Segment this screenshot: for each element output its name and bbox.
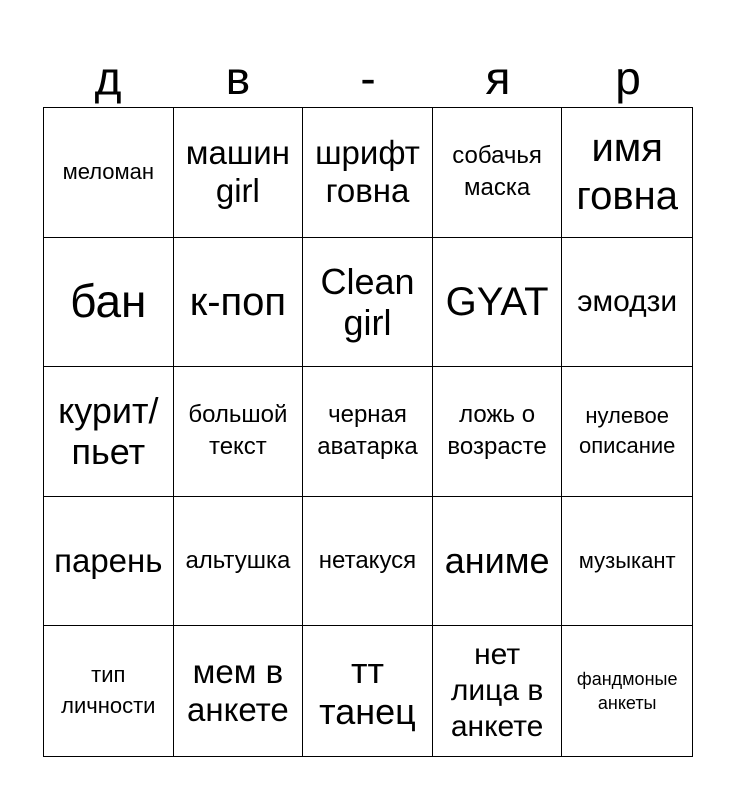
- bingo-cell-r2c1[interactable]: бан: [44, 238, 174, 368]
- header-letter-4: я: [485, 52, 511, 104]
- bingo-cell-r5c4[interactable]: нет лица в анкете: [433, 626, 563, 756]
- bingo-cell-r1c2[interactable]: машин girl: [174, 108, 304, 238]
- bingo-cell-r2c5[interactable]: эмодзи: [562, 238, 692, 368]
- bingo-cell-r2c3[interactable]: Clean girl: [303, 238, 433, 368]
- bingo-header: [43, 48, 693, 108]
- bingo-cell-r3c1[interactable]: курит/ пьет: [44, 367, 174, 497]
- header-letter-5: р: [615, 52, 641, 104]
- bingo-cell-r1c3[interactable]: шрифт говна: [303, 108, 433, 238]
- bingo-cell-r5c1[interactable]: тип личности: [44, 626, 174, 756]
- bingo-cell-r4c2[interactable]: альтушка: [174, 497, 304, 627]
- header-letter-2: в: [225, 52, 251, 104]
- bingo-cell-r5c5[interactable]: фандмоные анкеты: [576, 668, 678, 714]
- bingo-cell-r4c3[interactable]: нетакуся: [303, 497, 433, 627]
- bingo-cell-r1c1[interactable]: меломан: [44, 108, 174, 238]
- bingo-cell-r1c4[interactable]: собачья маска: [433, 108, 563, 238]
- bingo-cell-r2c2[interactable]: к-поп: [174, 238, 304, 368]
- bingo-cell-r3c2[interactable]: большой текст: [174, 367, 304, 497]
- bingo-cell-r4c5[interactable]: музыкант: [562, 497, 692, 627]
- bingo-cell-r5c3[interactable]: тт танец: [303, 626, 433, 756]
- bingo-cell-r4c4[interactable]: аниме: [433, 497, 563, 627]
- bingo-cell-r3c4[interactable]: ложь о возрасте: [433, 367, 563, 497]
- bingo-cell-r1c5[interactable]: имя говна: [562, 108, 692, 238]
- header-letter-3: -: [360, 52, 376, 104]
- bingo-cell-r3c3[interactable]: черная аватарка: [303, 367, 433, 497]
- bingo-cell-r5c2[interactable]: мем в анкете: [174, 626, 304, 756]
- bingo-cell-r3c5[interactable]: нулевое описание: [562, 367, 692, 497]
- bingo-cell-r2c4[interactable]: GYAT: [433, 238, 563, 368]
- bingo-cell-r4c1[interactable]: парень: [44, 497, 174, 627]
- bingo-board: [43, 107, 693, 757]
- header-letter-1: д: [94, 52, 122, 104]
